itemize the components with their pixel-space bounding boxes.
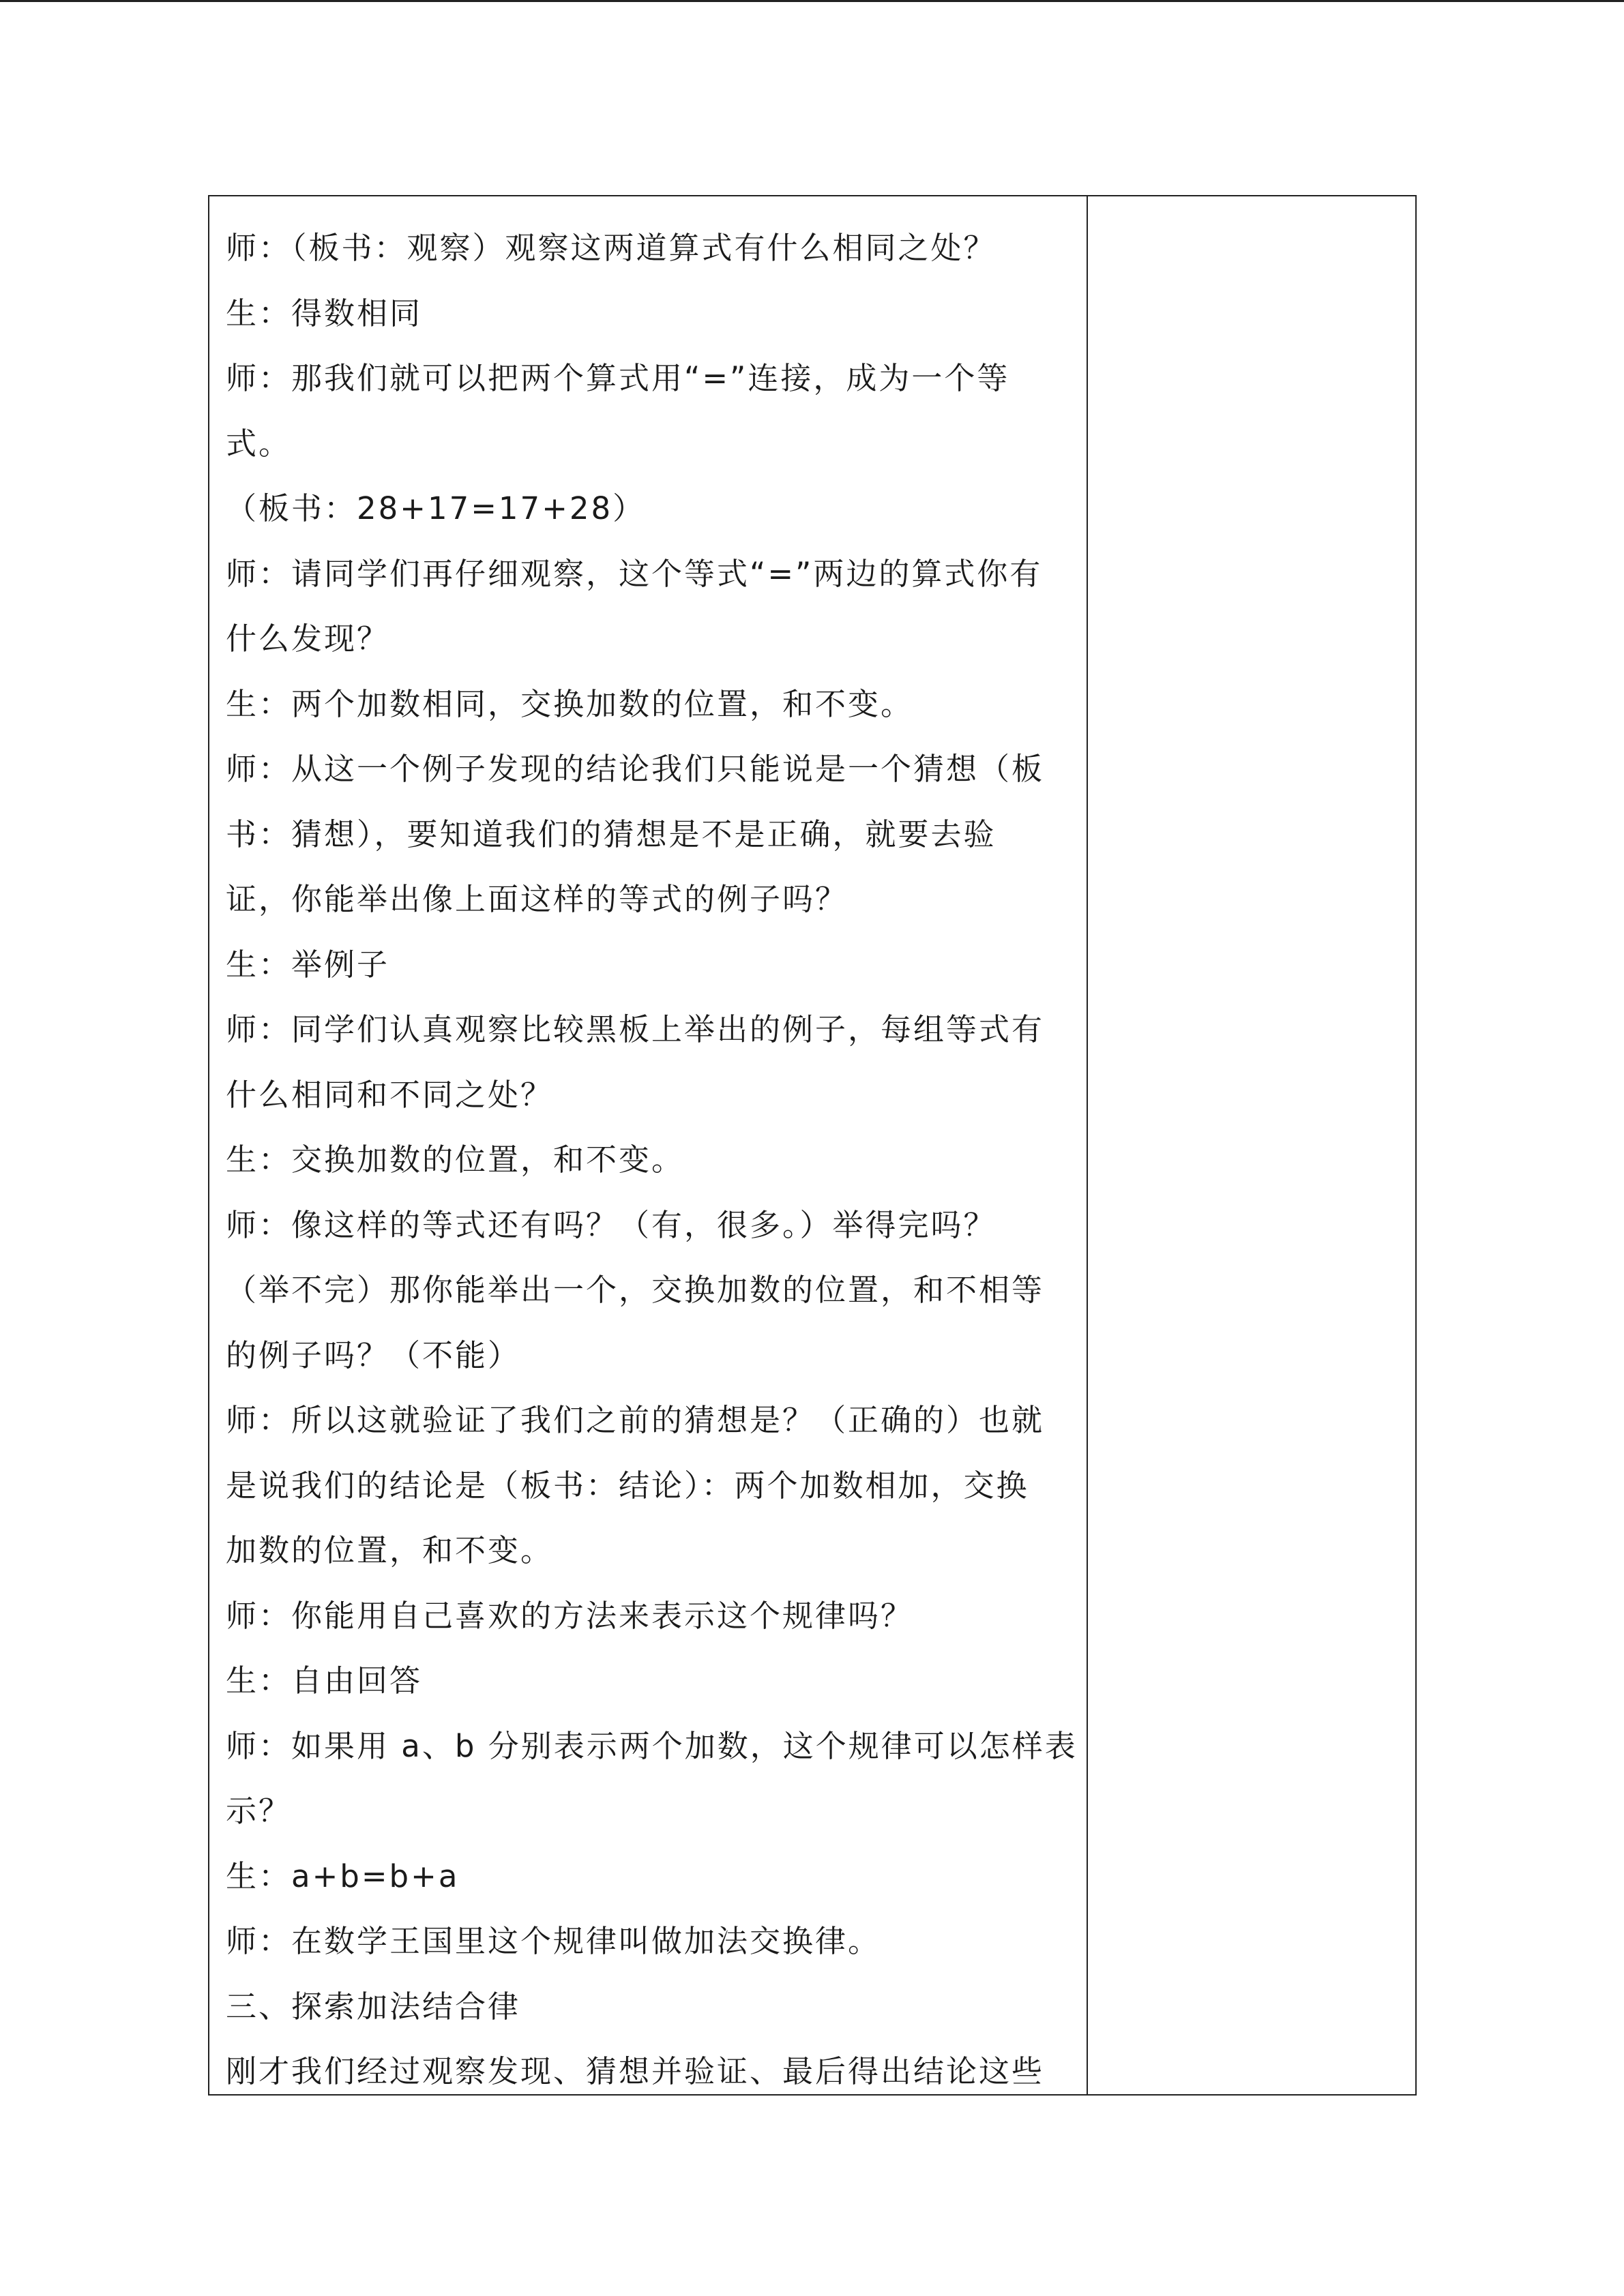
text-line: 师：你能用自己喜欢的方法来表示这个规律吗？ xyxy=(226,1597,914,1634)
text-line: 生：两个加数相同，交换加数的位置，和不变。 xyxy=(226,685,914,722)
text-line: 师：如果用 a、b 分别表示两个加数，这个规律可以怎样表 xyxy=(226,1727,1078,1764)
text-line: 生：a+b=b+a xyxy=(226,1858,460,1894)
text-line: 生：举例子 xyxy=(226,946,390,983)
text-line: 师：请同学们再仔细观察，这个等式“=”两边的算式你有 xyxy=(226,555,1043,592)
text-line: 刚才我们经过观察发现、猜想并验证、最后得出结论这些 xyxy=(226,2053,1045,2089)
text-line: 师：所以这就验证了我们之前的猜想是？（正确的）也就 xyxy=(226,1402,1045,1438)
lesson-plan-table xyxy=(208,195,1417,2096)
text-line: 什么相同和不同之处？ xyxy=(226,1076,554,1113)
text-line: 书：猜想），要知道我们的猜想是不是正确，就要去验 xyxy=(226,816,996,852)
text-line: 师：从这一个例子发现的结论我们只能说是一个猜想（板 xyxy=(226,751,1045,787)
text-line: 加数的位置，和不变。 xyxy=(226,1532,554,1568)
text-line: 生：得数相同 xyxy=(226,295,423,331)
text-line: 师：那我们就可以把两个算式用“=”连接，成为一个等 xyxy=(226,360,1010,396)
text-line: 生：交换加数的位置，和不变。 xyxy=(226,1142,685,1178)
text-line: 式。 xyxy=(226,425,292,462)
section-heading: 三、探索加法结合律 xyxy=(226,1988,521,2025)
text-line: 证，你能举出像上面这样的等式的例子吗？ xyxy=(226,881,848,917)
teaching-process-cell xyxy=(209,196,1088,2094)
notes-cell xyxy=(1088,196,1415,2094)
text-line: （举不完）那你能举出一个，交换加数的位置，和不相等 xyxy=(226,1272,1045,1308)
text-line: 师：（板书：观察）观察这两道算式有什么相同之处？ xyxy=(226,230,996,266)
text-line: （板书：28+17=17+28） xyxy=(226,490,646,526)
text-line: 的例子吗？（不能） xyxy=(226,1337,521,1373)
text-line: 师：像这样的等式还有吗？（有，很多。）举得完吗？ xyxy=(226,1206,996,1243)
text-line: 师：同学们认真观察比较黑板上举出的例子，每组等式有 xyxy=(226,1011,1045,1047)
text-line: 什么发现？ xyxy=(226,621,390,657)
text-line: 生：自由回答 xyxy=(226,1663,423,1699)
text-line: 示？ xyxy=(226,1793,292,1829)
text-line: 师：在数学王国里这个规律叫做加法交换律。 xyxy=(226,1923,881,1959)
page-top-border xyxy=(0,0,1624,2)
text-line: 是说我们的结论是（板书：结论）：两个加数相加，交换 xyxy=(226,1467,1029,1504)
